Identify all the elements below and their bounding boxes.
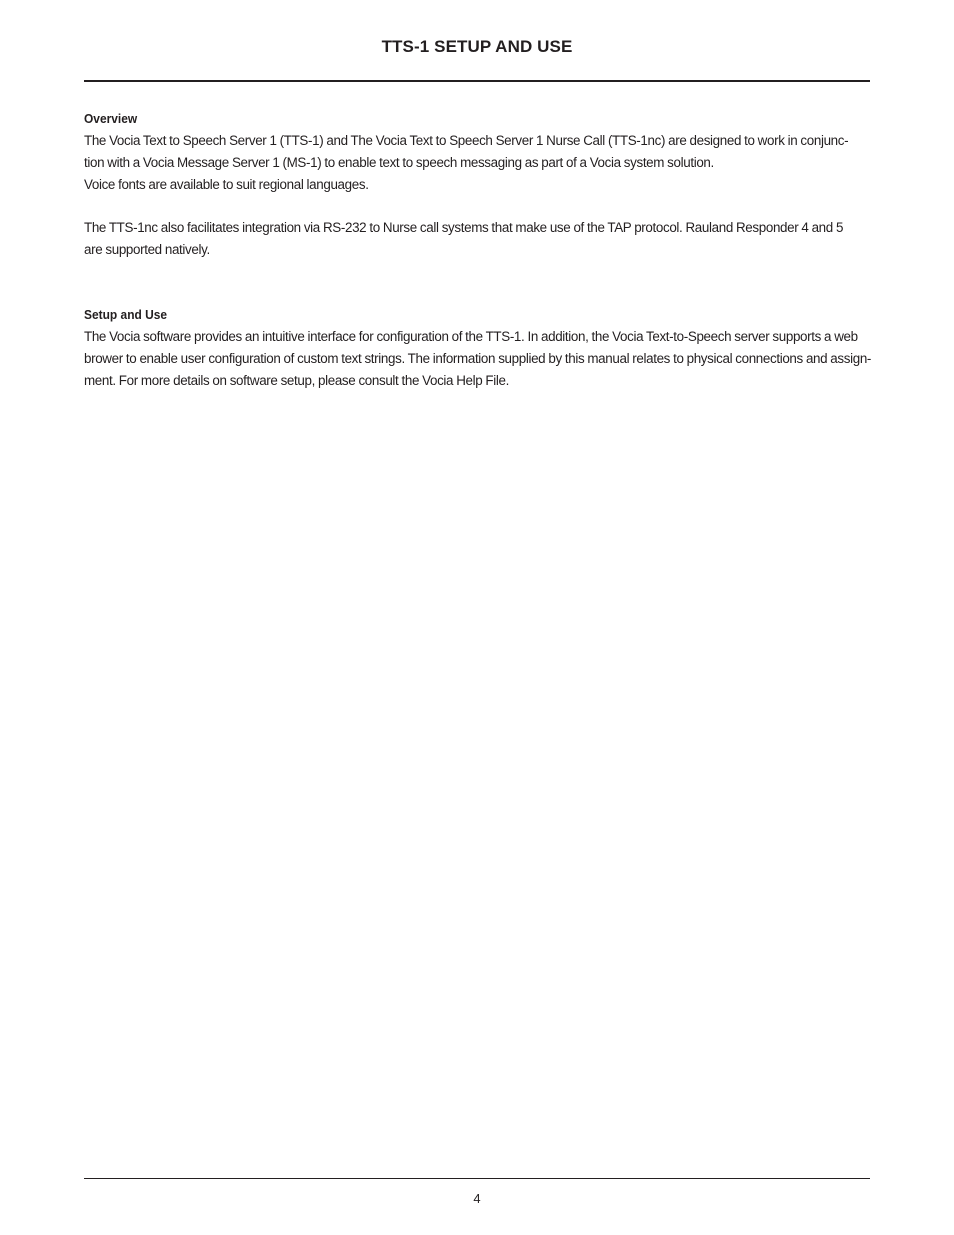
document-body <box>84 108 870 392</box>
overview-heading: Overview <box>84 111 138 126</box>
overview-paragraph-2 <box>84 217 870 261</box>
text-line: are supported natively. <box>84 242 210 257</box>
setup-paragraph-1 <box>84 326 870 392</box>
text-line: brower to enable user configuration of custom text strings. The information supplied by this manual relates to physical connections and assign- <box>84 351 872 366</box>
footer-divider <box>84 1178 870 1179</box>
text-line: ment. For more details on software setup, please consult the Vocia Help File. <box>84 373 509 388</box>
setup-heading: Setup and Use <box>84 307 168 322</box>
text-line: The Vocia Text to Speech Server 1 (TTS-1) and The Vocia Text to Speech Server 1 Nurse Call (TTS-1nc) are designed to work in conjunc- <box>84 133 849 148</box>
text-line: tion with a Vocia Message Server 1 (MS-1) to enable text to speech messaging as part of a Vocia system solution. <box>84 155 714 170</box>
text-line: The Vocia software provides an intuitive interface for configuration of the TTS-1. In addition, the Vocia Text-to-Speech server supports a web <box>84 329 858 344</box>
paragraph-spacer <box>84 196 870 217</box>
page-number: 4 <box>473 1191 481 1206</box>
overview-paragraph-1 <box>84 130 870 196</box>
overview-section <box>84 108 870 261</box>
setup-section <box>84 304 870 392</box>
header-divider <box>84 80 870 82</box>
section-spacer <box>84 261 870 304</box>
text-line: The TTS-1nc also facilitates integration via RS-232 to Nurse call systems that make use of the TAP protocol. Rauland Responder 4 and 5 <box>84 220 844 235</box>
text-line: Voice fonts are available to suit regional languages. <box>84 177 369 192</box>
page-title: TTS-1 SETUP AND USE <box>381 37 573 56</box>
